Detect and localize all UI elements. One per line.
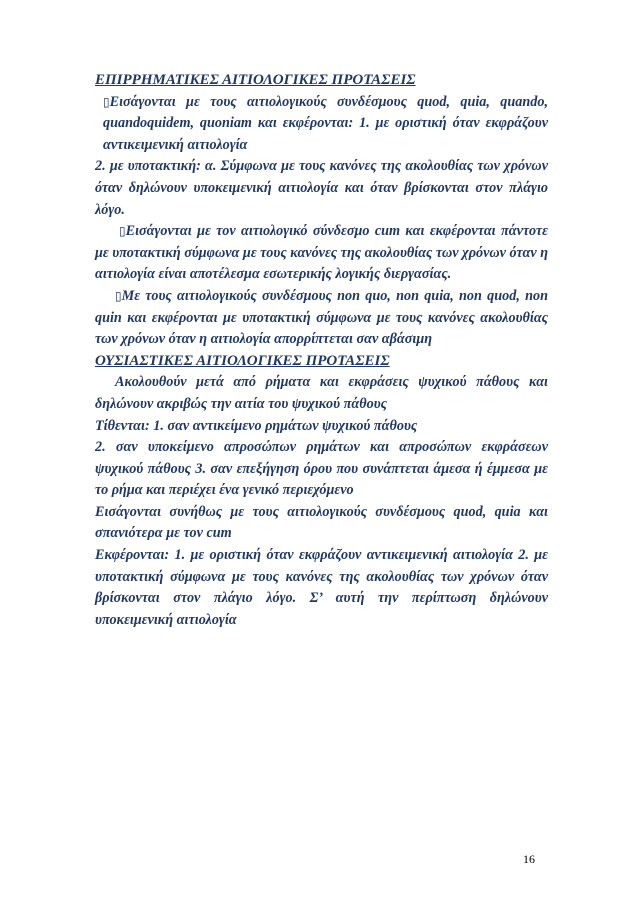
paragraph-cum <box>95 221 548 286</box>
paragraph-expressed: Εκφέρονται: 1. με οριστική όταν εκφράζουν αντικειμενική αιτιολογία 2. με υποτακτική σύμφωνα με τους κανόνες της ακολουθίας των χρόνων όταν βρίσκονται στον πλάγιο λόγο. Σ’ αυτή την περίπτωση δηλώνουν υποκειμενική αιτιολογία <box>95 547 548 628</box>
heading-substantive-causal: ΟΥΣΙΑΣΤΙΚΕΣ ΑΙΤΙΟΛΟΓΙΚΕΣ ΠΡΟΤΑΣΕΙΣ <box>95 352 390 369</box>
paragraph-introduced: Εισάγονται συνήθως με τους αιτιολογικούς συνδέσμους quod, quia και σπανιότερα με τον cum <box>95 503 548 542</box>
bullet-mark-icon: ▯ <box>103 94 110 109</box>
paragraph-subjunctive: 2. με υποτακτική: α. Σύμφωνα με τους κανόνες της ακολουθίας των χρόνων όταν δηλώνουν υποκειμενική αιτιολογία και όταν βρίσκονται στον πλάγιο λόγο. <box>95 158 548 218</box>
paragraph-text: Με τους αιτιολογικούς συνδέσμους non quo, non quia, non quod, non quin και εκφέρονται με υποτακτική σύμφωνα με τους κανόνες ακολουθίας των χρόνων όταν η αιτιολογία απορρίπτεται σαν αβάσιμη <box>95 287 548 348</box>
paragraph-placement: Τίθενται: 1. σαν αντικείμενο ρημάτων ψυχικού πάθους <box>95 417 418 434</box>
bullet-mark-icon: ▯ <box>115 288 122 303</box>
heading-adverbial-causal: ΕΠΙΡΡΗΜΑΤΙΚΕΣ ΑΙΤΙΟΛΟΓΙΚΕΣ ΠΡΟΤΑΣΕΙΣ <box>95 72 416 88</box>
paragraph-non-quo <box>95 286 548 351</box>
paragraph-text: Εισάγονται με τον αιτιολογικό σύνδεσμο cum και εκφέρονται πάντοτε με υποτακτική σύμφωνα με τους κανόνες της ακολουθίας των χρόνων όταν η αιτιολογία είναι αποτέλεσμα εσωτερικής λογικής διεργασίας. <box>95 223 548 283</box>
paragraph-conjunctions-indicative <box>95 92 548 157</box>
paragraph-text: Εισάγονται με τους αιτιολογικούς συνδέσμους quod, quia, quando, quandoquidem, quoniam και εκφέρονται: 1. με οριστική όταν εκφράζουν αντικειμενική αιτιολογία <box>103 93 548 153</box>
paragraph-subject-explanation: 2. σαν υποκείμενο απροσώπων ρημάτων και απροσώπων εκφράσεων ψυχικού πάθους 3. σαν επεξήγηση όρου που συνάπτεται άμεσα ή έμμεσα με το ρήμα και περιέχει ένα γενικό περιεχόμενο <box>95 439 548 499</box>
page-number: 16 <box>523 852 535 866</box>
bullet-mark-icon: ▯ <box>119 224 126 239</box>
page-content <box>95 70 548 631</box>
paragraph-psychic-pathos: Ακολουθούν μετά από ρήματα και εκφράσεις ψυχικού πάθους και δηλώνουν ακριβώς την αιτία του ψυχικού πάθους <box>95 374 548 412</box>
